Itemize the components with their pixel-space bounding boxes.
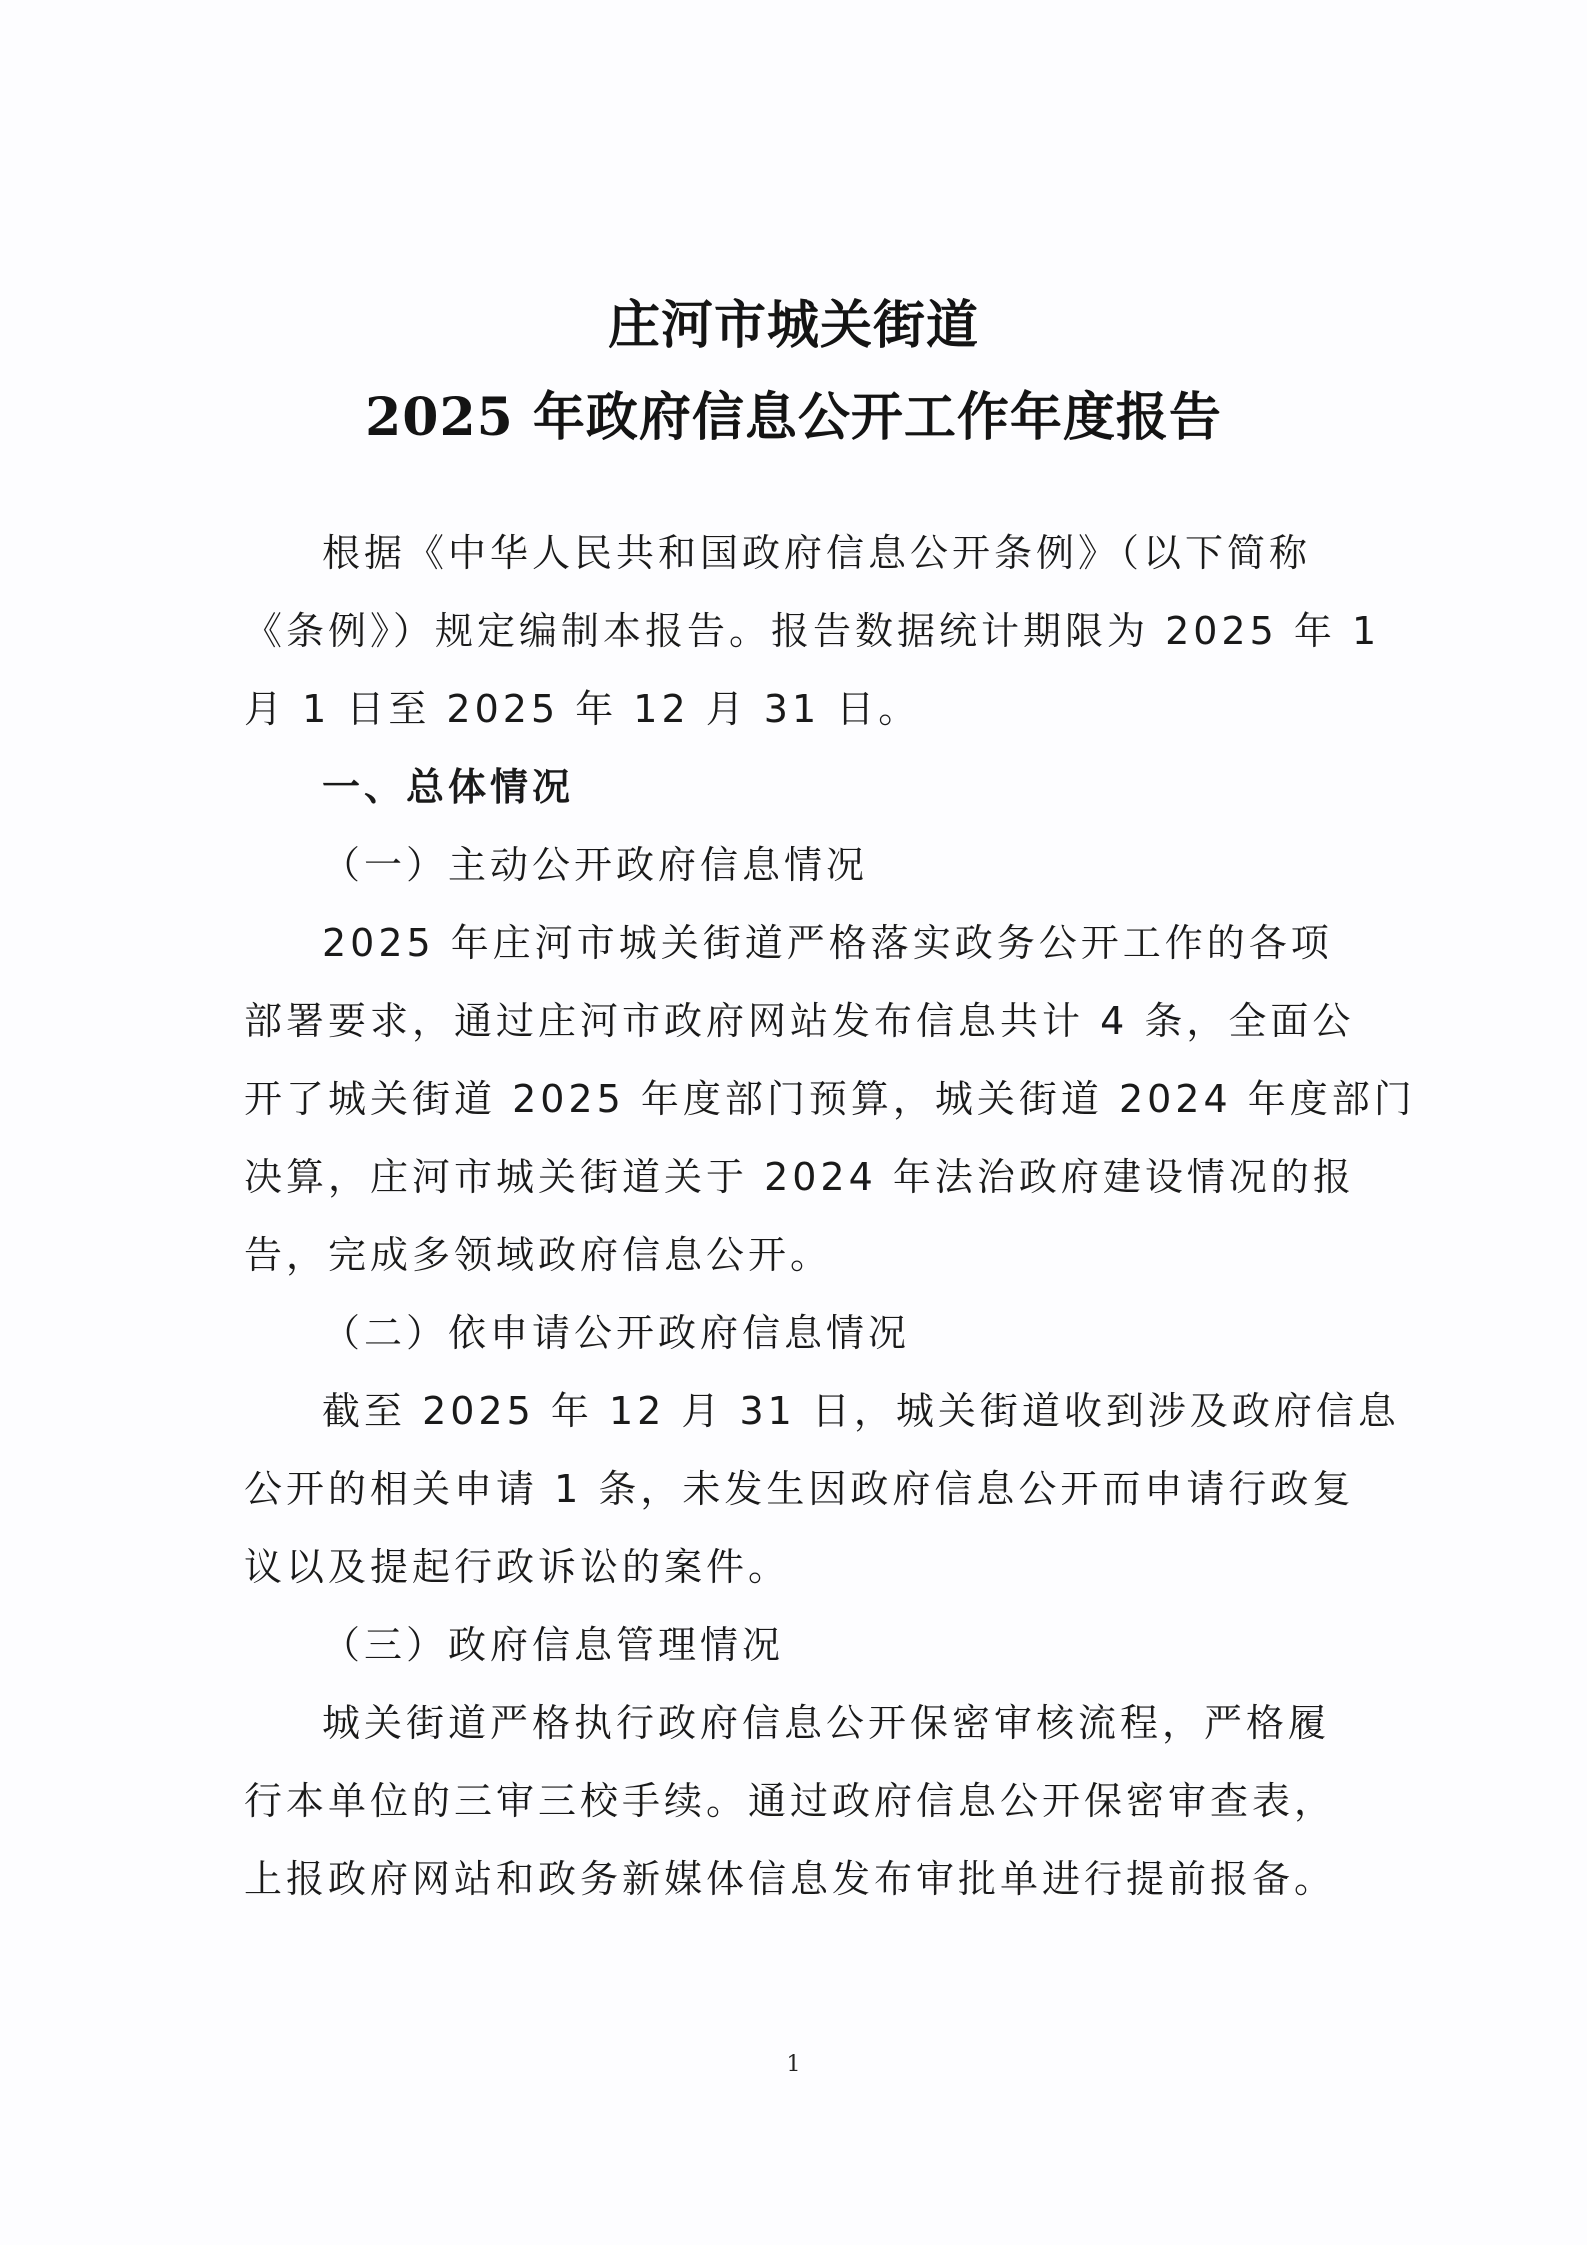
subsection-heading-information-management: （三）政府信息管理情况: [322, 1623, 785, 1667]
intro-paragraph-line: 月 1 日至 2025 年 12 月 31 日。: [244, 687, 921, 731]
paragraph-line: 城关街道严格执行政府信息公开保密审核流程，严格履: [322, 1701, 1331, 1745]
paragraph-line: 告，完成多领域政府信息公开。: [244, 1233, 833, 1277]
subsection-heading-request-disclosure: （二）依申请公开政府信息情况: [322, 1311, 911, 1355]
paragraph-line: 截至 2025 年 12 月 31 日，城关街道收到涉及政府信息: [322, 1389, 1400, 1433]
section-heading-overview: 一、总体情况: [322, 765, 575, 809]
paragraph-line: 部署要求，通过庄河市政府网站发布信息共计 4 条，全面公: [244, 999, 1355, 1043]
paragraph-line: 2025 年庄河市城关街道严格落实政务公开工作的各项: [322, 921, 1333, 965]
paragraph-line: 行本单位的三审三校手续。通过政府信息公开保密审查表，: [244, 1779, 1337, 1823]
document-title-line-1: 庄河市城关街道: [607, 295, 979, 356]
paragraph-line: 开了城关街道 2025 年度部门预算，城关街道 2024 年度部门: [244, 1077, 1416, 1121]
document-title-line-2: 2025 年政府信息公开工作年度报告: [365, 387, 1222, 448]
page-number: 1: [786, 2052, 801, 2077]
intro-paragraph-line: 根据《中华人民共和国政府信息公开条例》（以下简称: [322, 531, 1312, 575]
paragraph-line: 公开的相关申请 1 条，未发生因政府信息公开而申请行政复: [244, 1467, 1355, 1511]
paragraph-line: 议以及提起行政诉讼的案件。: [244, 1545, 791, 1589]
paragraph-line: 决算，庄河市城关街道关于 2024 年法治政府建设情况的报: [244, 1155, 1355, 1199]
subsection-heading-proactive-disclosure: （一）主动公开政府信息情况: [322, 843, 869, 887]
intro-paragraph-line: 《条例》）规定编制本报告。报告数据统计期限为 2025 年 1: [244, 609, 1381, 653]
paragraph-line: 上报政府网站和政务新媒体信息发布审批单进行提前报备。: [244, 1857, 1337, 1901]
